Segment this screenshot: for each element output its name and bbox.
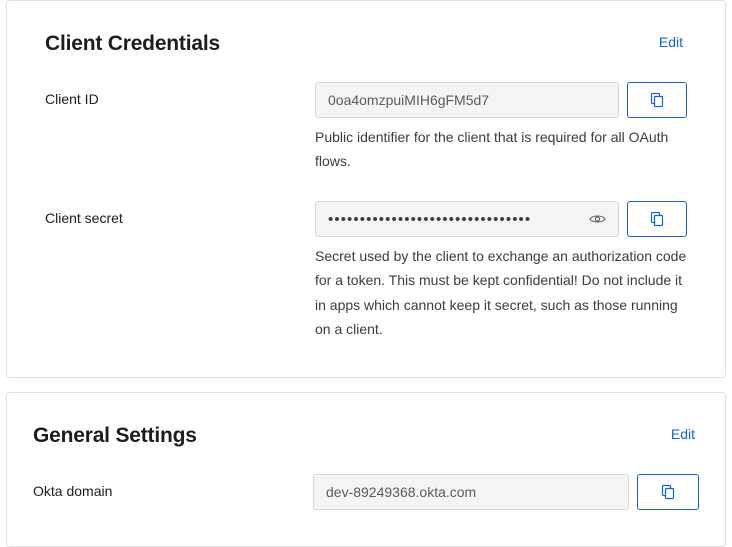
okta-domain-value: dev-89249368.okta.com: [326, 483, 477, 500]
general-settings-card: [6, 392, 726, 547]
client-secret-label: Client secret: [45, 210, 123, 227]
copy-icon: [660, 484, 676, 500]
client-id-input[interactable]: [315, 82, 619, 118]
client-credentials-header: [45, 31, 687, 56]
client-id-value: 0oa4omzpuiMIH6gFM5d7: [328, 92, 490, 109]
page-title: Client Credentials: [45, 32, 220, 55]
client-id-label: Client ID: [45, 91, 99, 108]
copy-icon: [649, 92, 665, 108]
copy-client-id-button[interactable]: [627, 82, 687, 118]
client-id-row: [45, 82, 687, 173]
eye-icon[interactable]: [588, 210, 606, 228]
client-secret-row: [45, 201, 687, 340]
copy-client-secret-button[interactable]: [627, 201, 687, 237]
client-id-body: [315, 82, 687, 173]
okta-domain-label: Okta domain: [33, 482, 113, 499]
okta-domain-row: [33, 474, 699, 510]
client-credentials-card: [6, 0, 726, 378]
general-settings-title: General Settings: [33, 423, 197, 447]
edit-general-settings-link[interactable]: Edit: [670, 425, 695, 442]
client-secret-help: Secret used by the client to exchange an authorization code for a token. This must be kept confidential! Do not include it in apps which cannot keep it secret, such as those running on a client.: [315, 248, 687, 337]
eye-icon-glyph: [589, 213, 606, 225]
general-settings-header: [33, 423, 699, 448]
client-secret-input[interactable]: [315, 201, 619, 237]
okta-domain-input[interactable]: [313, 474, 629, 510]
client-secret-body: [315, 201, 687, 340]
copy-icon: [649, 211, 665, 227]
okta-domain-body: [313, 474, 699, 510]
client-id-help: Public identifier for the client that is required for all OAuth flows.: [315, 129, 669, 170]
client-secret-value: ••••••••••••••••••••••••••••••••: [328, 211, 532, 227]
copy-okta-domain-button[interactable]: [637, 474, 699, 510]
edit-client-credentials-link[interactable]: Edit: [658, 34, 683, 50]
